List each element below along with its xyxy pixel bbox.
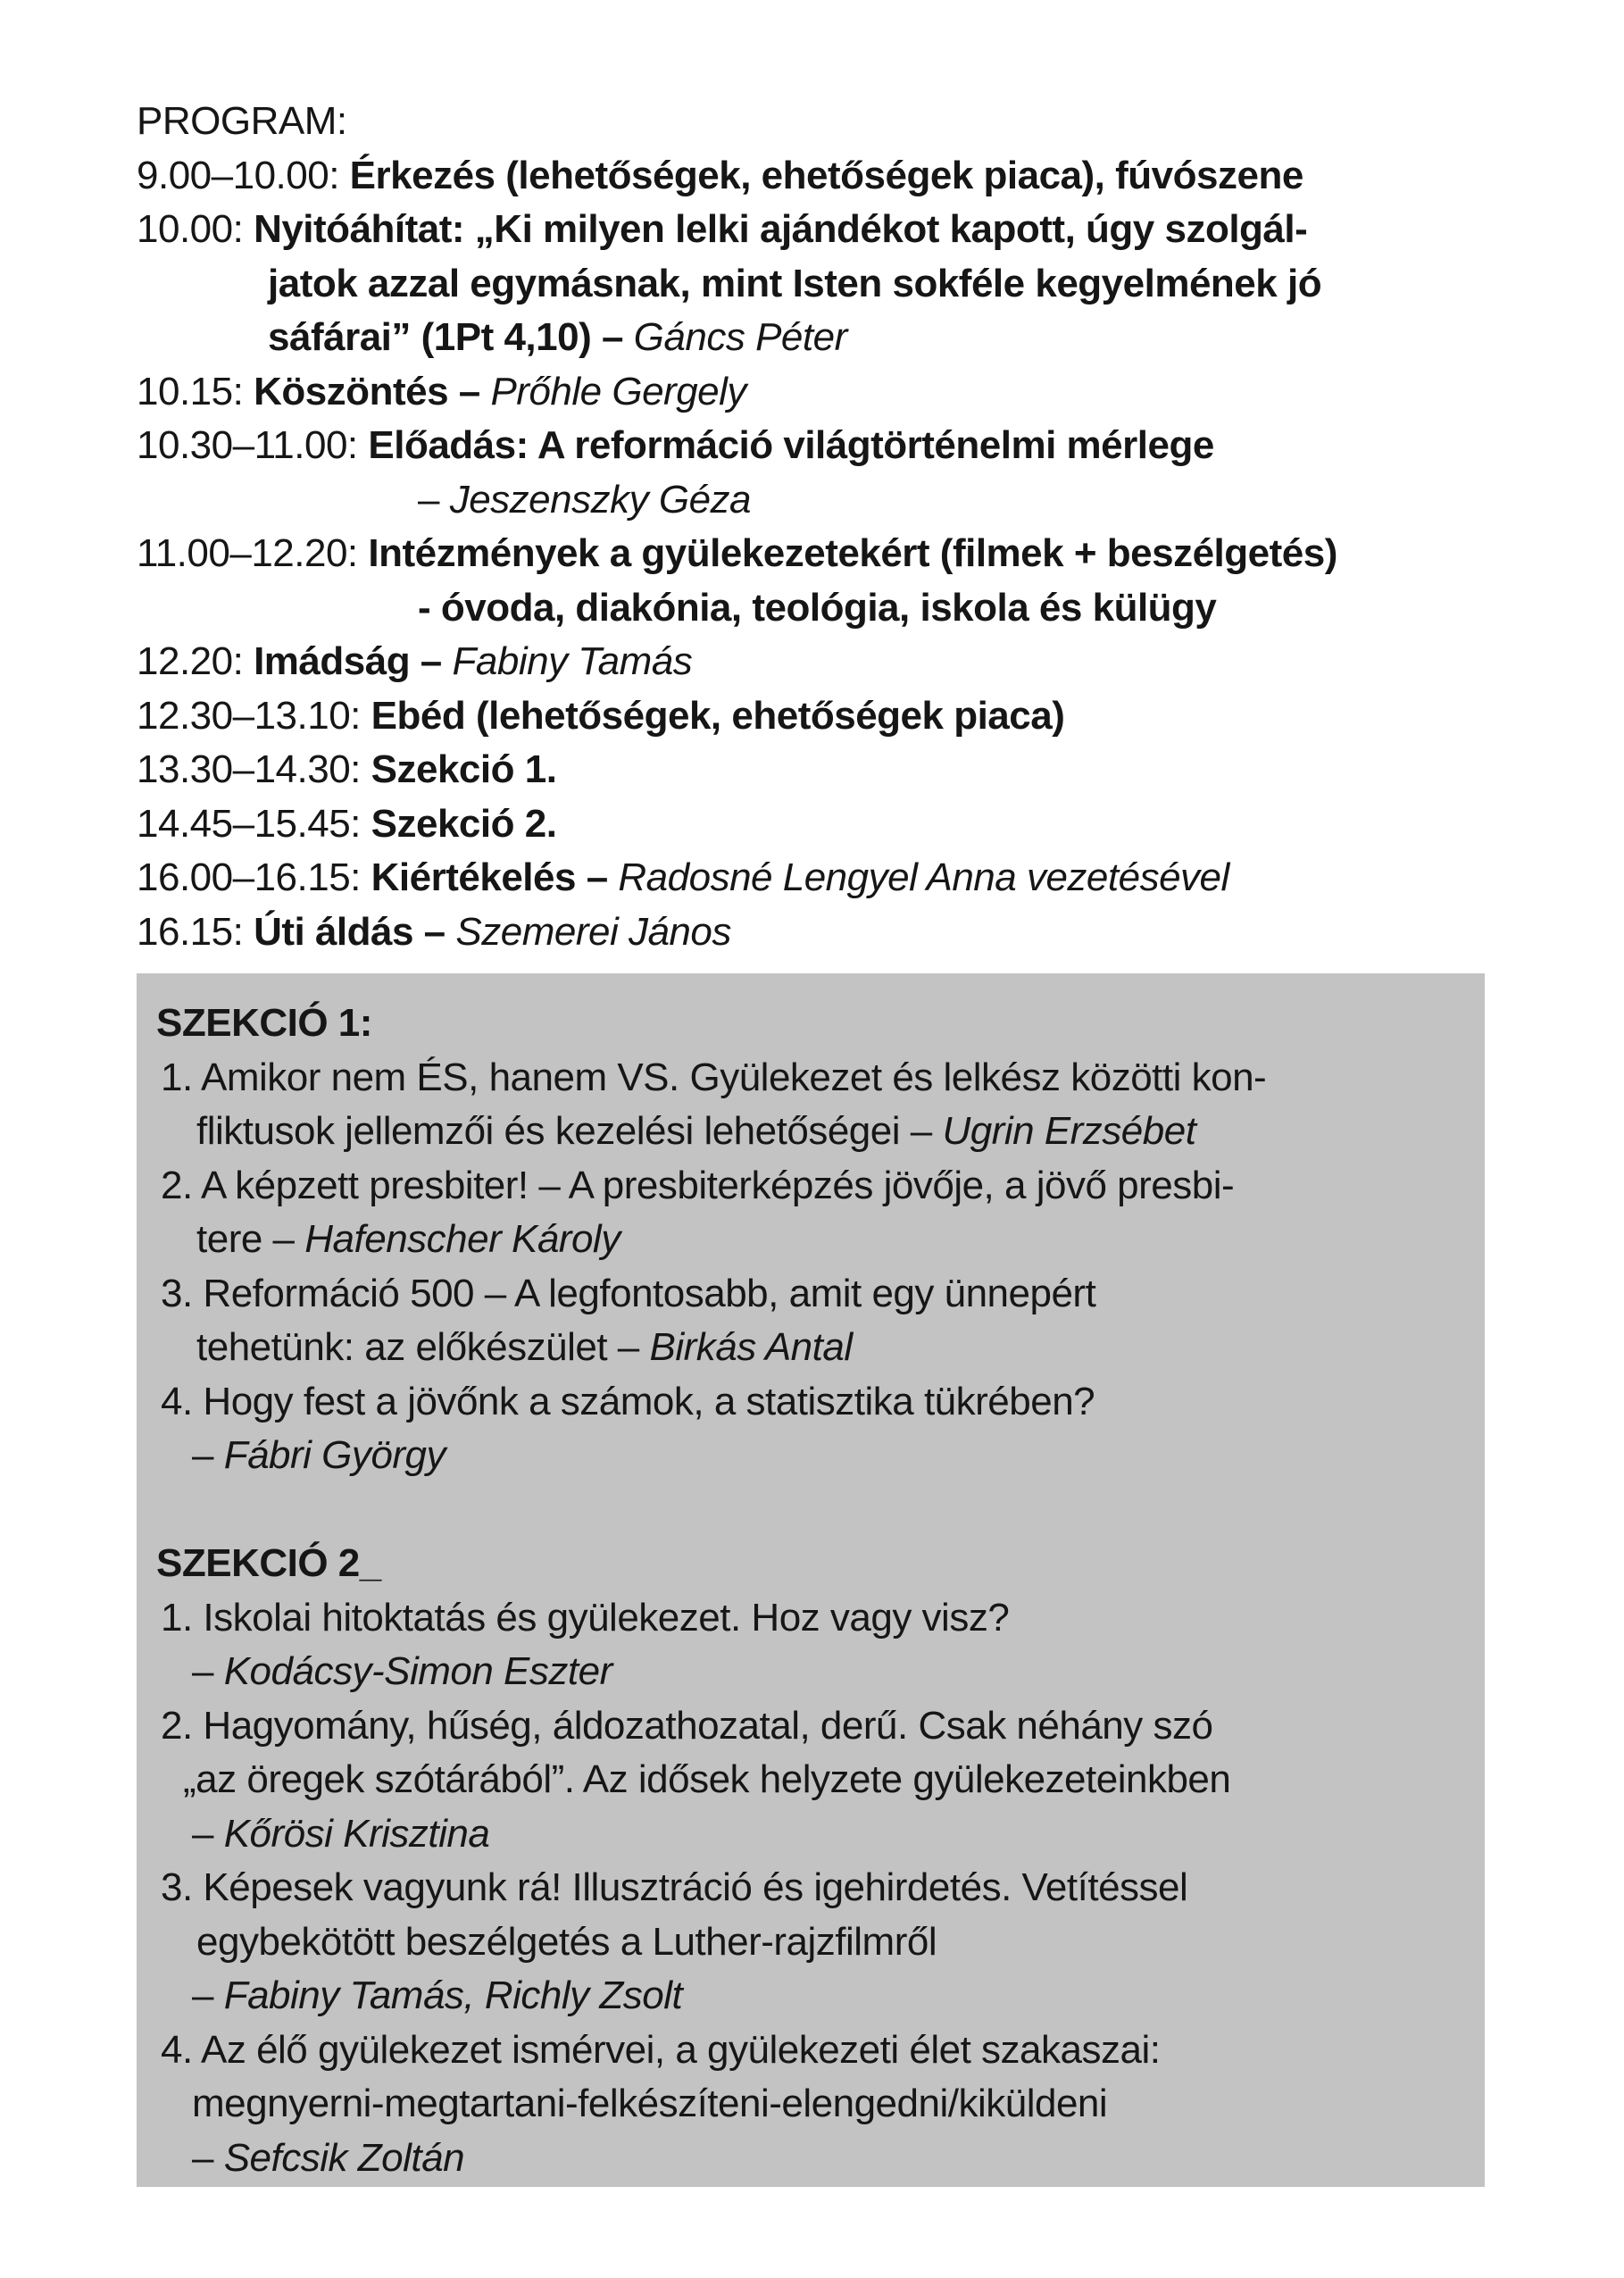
text-segment: – [418, 477, 450, 522]
text-segment: Nyitóáhítat: „Ki milyen lelki ajándékot kapott, úgy szolgál- [254, 207, 1308, 251]
text-segment: – [192, 2135, 224, 2180]
section-line [137, 1591, 1485, 1646]
text-segment: Szekció 2. [371, 801, 557, 846]
program-line [137, 689, 1624, 744]
text-segment: Érkezés (lehetőségek, ehetőségek piaca), fúvószene [349, 153, 1303, 197]
text-segment: 10.15: [137, 369, 254, 413]
program-line [137, 527, 1624, 581]
text-segment: 1. Iskolai hitoktatás és gyülekezet. Hoz vagy visz? [161, 1595, 1010, 1640]
section-line [137, 1321, 1485, 1375]
section-line [137, 1375, 1485, 1430]
text-segment: 16.15: [137, 909, 254, 954]
text-segment: egybekötött beszélgetés a Luther-rajzfilmről [196, 1919, 937, 1964]
text-segment: Jeszenszky Géza [449, 477, 752, 522]
text-segment: - óvoda, diakónia, teológia, iskola és külügy [418, 585, 1217, 630]
text-segment: 2. Hagyomány, hűség, áldozathozatal, derű. Csak néhány szó [161, 1703, 1213, 1748]
text-segment: Fabiny Tamás [452, 639, 693, 683]
section-line [137, 1051, 1485, 1106]
text-segment: Előadás: A reformáció világtörténelmi mérlege [368, 423, 1214, 467]
text-segment: Kőrösi Krisztina [223, 1811, 490, 1856]
text-segment: Hafenscher Károly [304, 1217, 620, 1261]
text-segment: Ugrin Erzsébet [942, 1109, 1196, 1153]
text-segment: Fábri György [223, 1433, 446, 1477]
program-line [137, 851, 1624, 905]
text-segment: 14.45–15.45: [137, 801, 371, 846]
text-segment: Fabiny Tamás, Richly Zsolt [223, 1973, 683, 2017]
text-segment: – [192, 1811, 224, 1856]
text-segment: 3. Reformáció 500 – A legfontosabb, amit egy ünnepért [161, 1271, 1096, 1315]
text-segment: – [192, 1973, 224, 2017]
text-segment: – [192, 1433, 224, 1477]
text-segment: 13.30–14.30: [137, 747, 371, 791]
section-line [137, 1699, 1485, 1754]
program-line [137, 257, 1624, 312]
sections-panel [137, 973, 1485, 2187]
program-line [137, 419, 1624, 473]
section-line [137, 1429, 1485, 1483]
program-line [137, 635, 1624, 689]
text-segment: 9.00–10.00: [137, 153, 350, 197]
text-segment: Úti áldás – [254, 909, 456, 954]
program-line [137, 149, 1624, 204]
text-segment: sáfárai” (1Pt 4,10) – [268, 315, 634, 359]
section-line [137, 1969, 1485, 2023]
text-segment: Sefcsik Zoltán [223, 2135, 465, 2180]
section-line [137, 2077, 1485, 2132]
section-heading: SZEKCIÓ 1: [156, 1001, 372, 1045]
text-segment: 4. Az élő gyülekezet ismérvei, a gyülekezeti élet szakaszai: [161, 2027, 1161, 2072]
program-line [137, 473, 1624, 528]
program-line [137, 905, 1624, 960]
text-segment: jatok azzal egymásnak, mint Isten sokféle kegyelmének jó [268, 261, 1322, 305]
text-segment: Kodácsy-Simon Eszter [223, 1649, 612, 1693]
text-segment: Szekció 1. [371, 747, 557, 791]
section-line [137, 2132, 1485, 2186]
text-segment: Birkás Antal [649, 1325, 853, 1369]
text-segment: 11.00–12.20: [137, 531, 369, 575]
program-line [137, 95, 1624, 149]
text-segment: 1. Amikor nem ÉS, hanem VS. Gyülekezet és lelkész közötti kon- [161, 1055, 1267, 1099]
text-segment: Kiértékelés – [371, 855, 619, 899]
text-segment: 2. A képzett presbiter! – A presbiterképzés jövője, a jövő presbi- [161, 1163, 1235, 1207]
section-line [137, 1807, 1485, 1862]
text-segment: Gáncs Péter [633, 315, 847, 359]
text-segment: Szemerei János [455, 909, 731, 954]
program-line [137, 203, 1624, 257]
text-segment: Prőhle Gergely [490, 369, 746, 413]
text-segment: 12.30–13.10: [137, 693, 371, 738]
program-line [137, 581, 1624, 636]
text-segment: Radosné Lengyel Anna vezetésével [618, 855, 1229, 899]
section-line [137, 1159, 1485, 1214]
text-segment: 10.30–11.00: [137, 423, 369, 467]
text-segment: Köszöntés – [254, 369, 491, 413]
program-line [137, 311, 1624, 365]
text-segment: fliktusok jellemzői és kezelési lehetőségei – [196, 1109, 943, 1153]
program-line [137, 743, 1624, 797]
text-segment: 16.00–16.15: [137, 855, 371, 899]
section-line [137, 1861, 1485, 1915]
program-schedule [137, 95, 1624, 959]
section-line [137, 1753, 1485, 1807]
text-segment: Intézmények a gyülekezetekért (filmek + beszélgetés) [368, 531, 1337, 575]
section-block-1 [137, 997, 1485, 1483]
section-block-2 [137, 1537, 1485, 2185]
text-segment: 12.20: [137, 639, 254, 683]
text-segment: „az öregek szótárából”. Az idősek helyzete gyülekezeteinkben [183, 1757, 1231, 1801]
section-line [137, 1645, 1485, 1699]
section-line [137, 1915, 1485, 1970]
program-line [137, 365, 1624, 420]
program-line [137, 797, 1624, 852]
text-segment: – [192, 1649, 224, 1693]
section-line [137, 1105, 1485, 1159]
section-line [137, 1267, 1485, 1322]
text-segment: tehetünk: az előkészület – [196, 1325, 650, 1369]
text-segment: Ebéd (lehetőségek, ehetőségek piaca) [371, 693, 1065, 738]
section-line [137, 1213, 1485, 1267]
section-line [137, 2023, 1485, 2078]
text-segment: PROGRAM: [137, 99, 347, 143]
text-segment: 4. Hogy fest a jövőnk a számok, a statisztika tükrében? [161, 1379, 1095, 1423]
text-segment: 10.00: [137, 207, 254, 251]
section-heading: SZEKCIÓ 2_ [156, 1541, 381, 1585]
text-segment: megnyerni-megtartani-felkészíteni-elengedni/kiküldeni [192, 2082, 1108, 2125]
text-segment: 3. Képesek vagyunk rá! Illusztráció és igehirdetés. Vetítéssel [161, 1865, 1188, 1909]
text-segment: Imádság – [254, 639, 453, 683]
text-segment: tere – [196, 1217, 305, 1261]
